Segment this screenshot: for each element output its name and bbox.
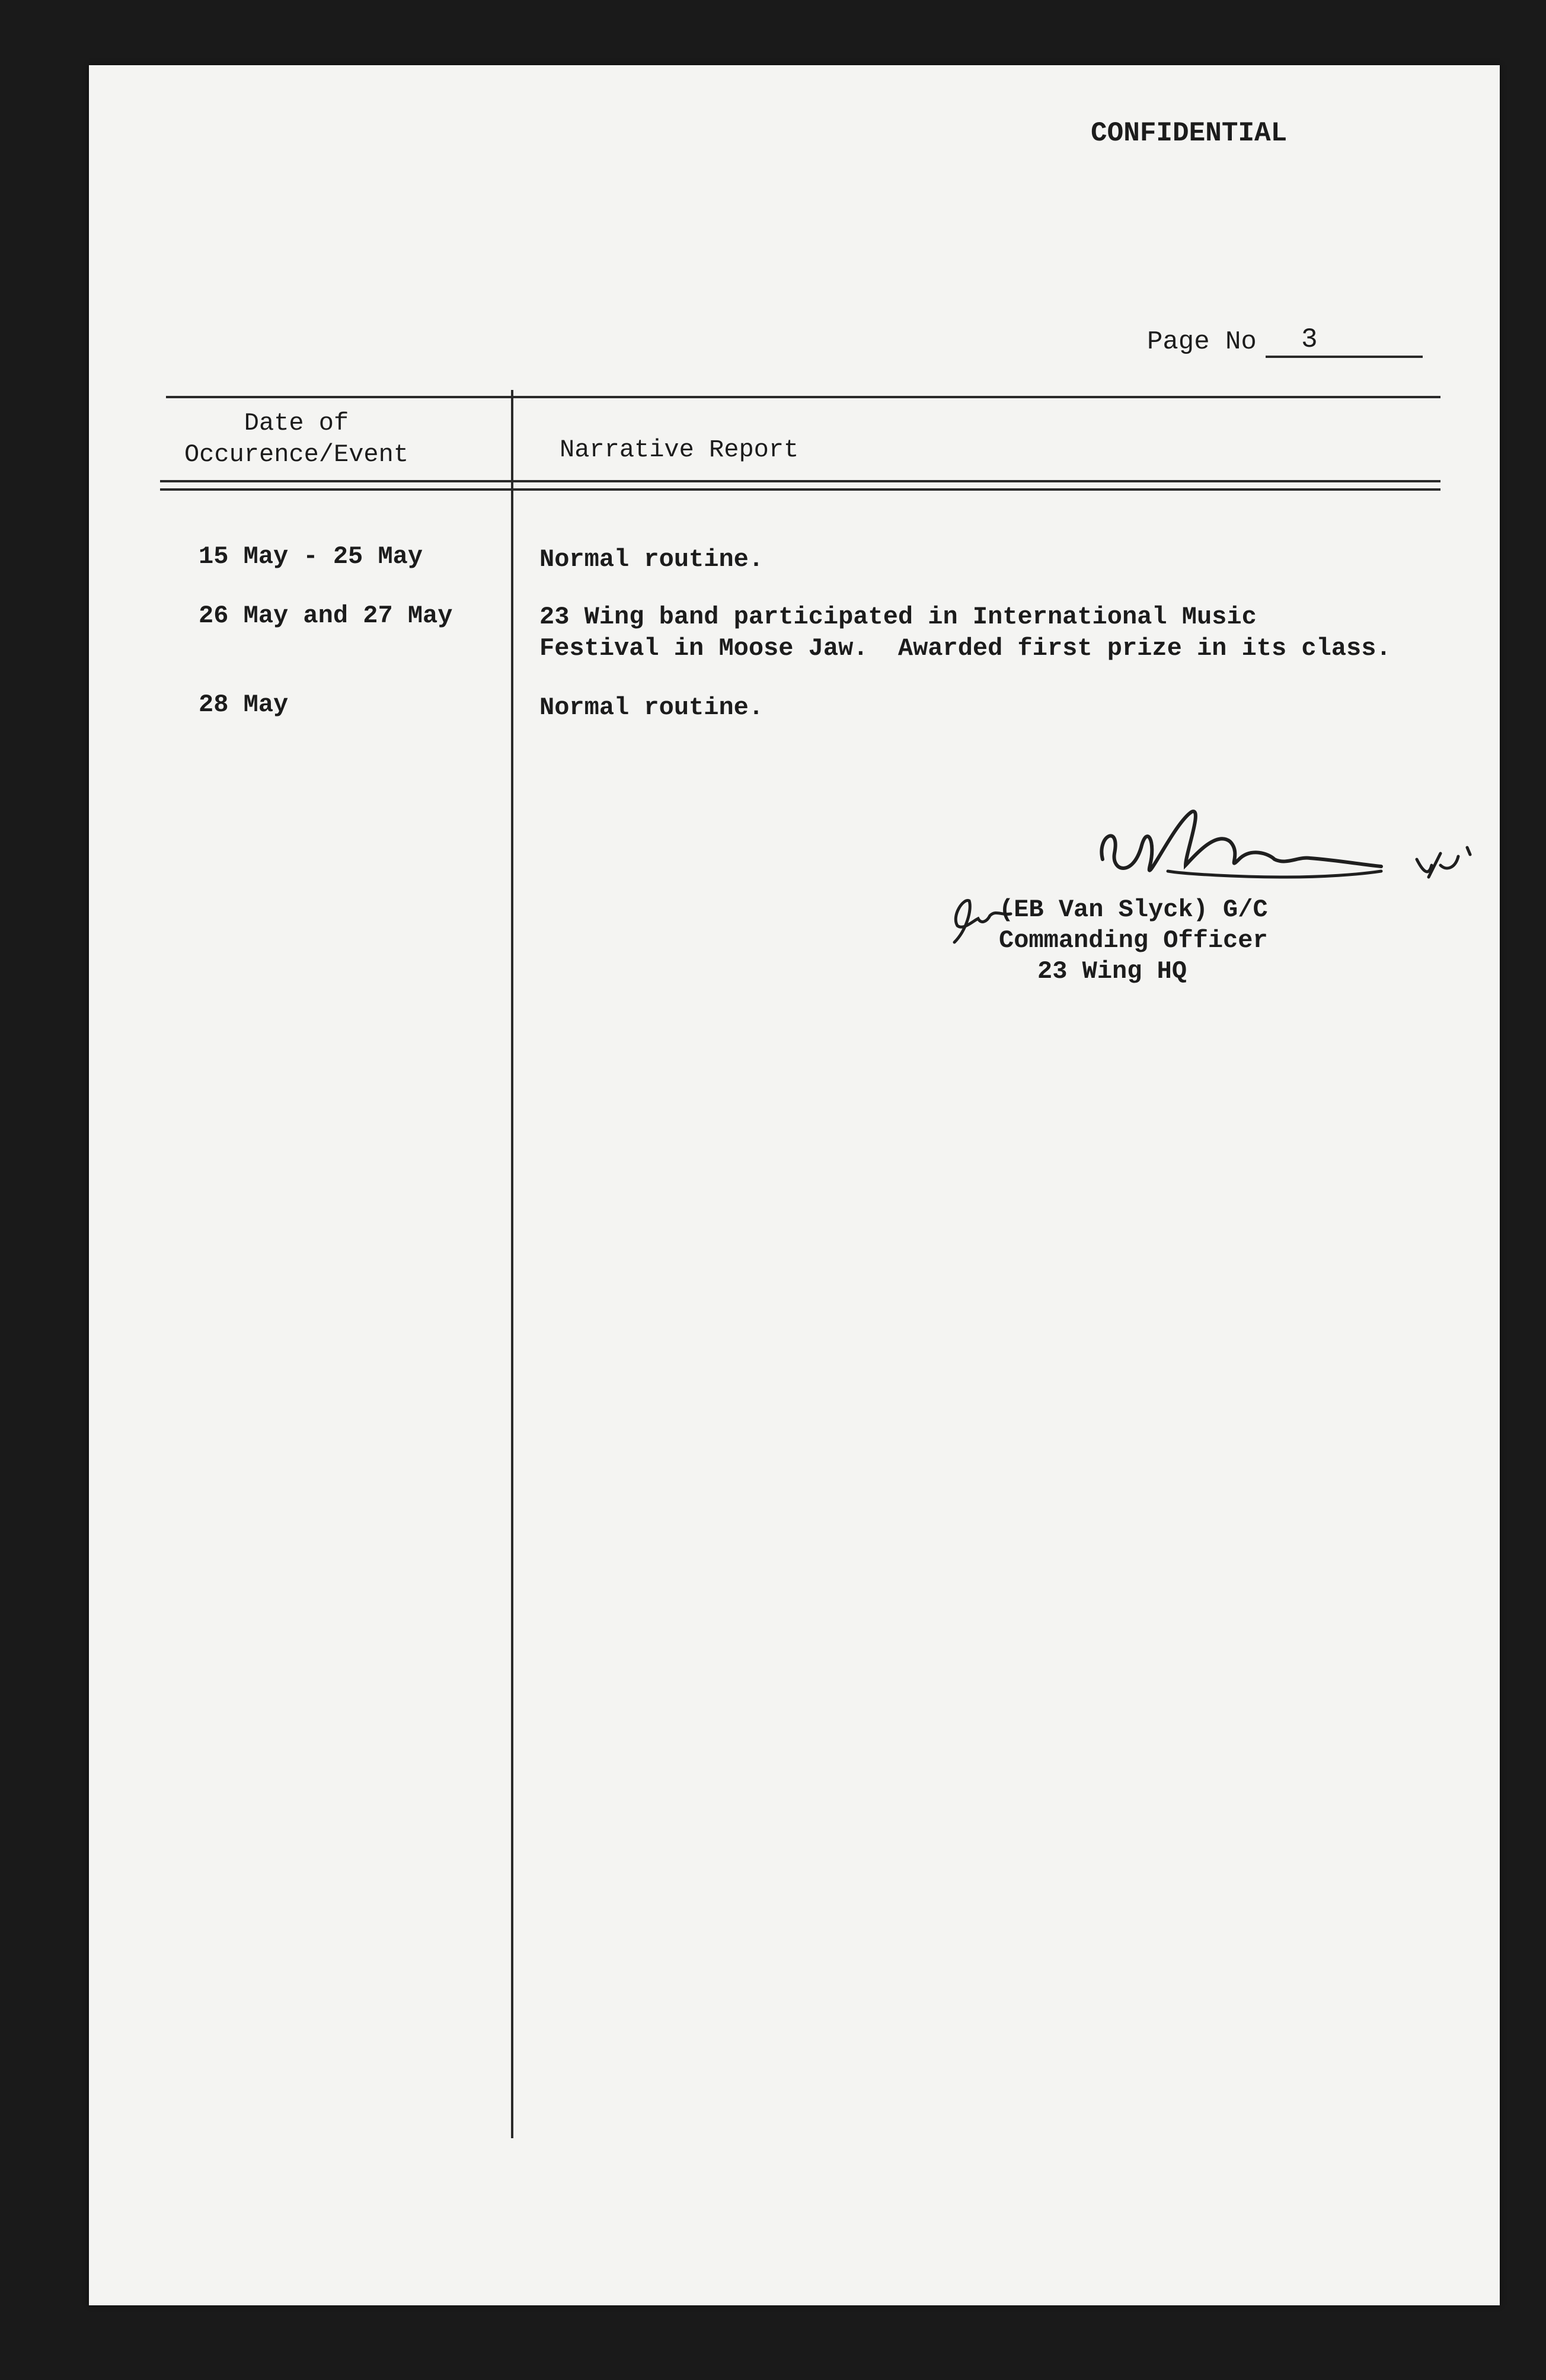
- signatory-name: (EB Van Slyck) G/C: [999, 895, 1268, 924]
- page-number-label: Page No: [1147, 327, 1257, 357]
- table-header-rule-lower: [160, 488, 1440, 491]
- signatory-title: Commanding Officer: [999, 926, 1268, 955]
- page-number-value: 3: [1301, 324, 1318, 355]
- table-column-divider: [511, 390, 513, 2138]
- signatory-unit: 23 Wing HQ: [1037, 957, 1187, 986]
- table-header-rule-upper: [160, 480, 1440, 482]
- column-header-narrative: Narrative Report: [560, 436, 799, 464]
- table-row-narrative: 23 Wing band participated in International Music Festival in Moose Jaw. Awarded first prize in its class.: [539, 603, 1391, 663]
- table-row-date: 26 May and 27 May: [199, 602, 453, 630]
- table-top-rule: [166, 396, 1440, 398]
- table-row-date: 15 May - 25 May: [199, 542, 423, 571]
- table-row-narrative: Normal routine.: [539, 693, 764, 722]
- table-row-narrative: Normal routine.: [539, 545, 764, 574]
- column-header-date: Date of Occurence/Event: [184, 409, 409, 469]
- table-row-date: 28 May: [199, 690, 289, 719]
- classification-label: CONFIDENTIAL: [1091, 118, 1288, 149]
- document-page: [89, 65, 1500, 2305]
- page-number-underline: [1266, 356, 1423, 358]
